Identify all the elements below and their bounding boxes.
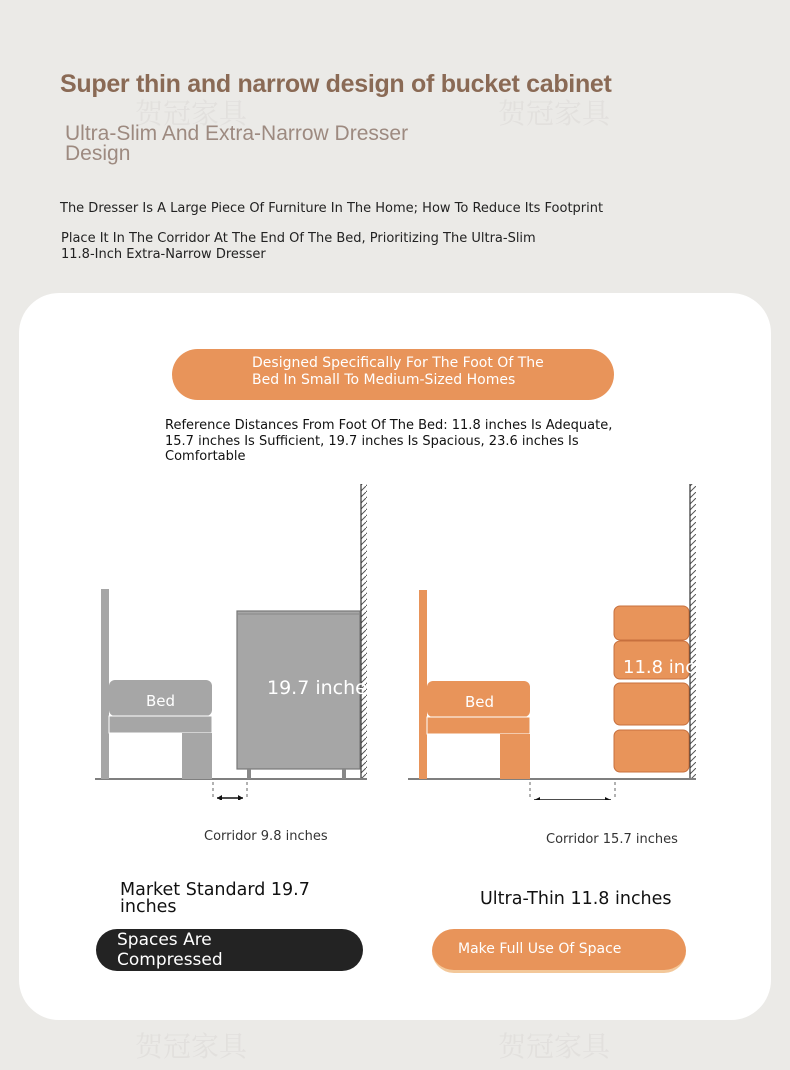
page-title: Super thin and narrow design of bucket cabinet [60, 70, 612, 98]
bed-frame [427, 717, 530, 734]
watermark: 贺冠家具 [135, 97, 248, 130]
compressed-badge-label: Spaces Are Compressed [117, 930, 223, 970]
drawer [614, 683, 689, 725]
feature-pill-line2: Bed In Small To Medium-Sized Homes [252, 372, 516, 388]
dresser-size-label: 19.7 inches [267, 677, 377, 699]
left-diagram [95, 484, 377, 800]
bed-label: Bed [465, 693, 495, 711]
right-diagram [408, 484, 727, 800]
feature-pill-line1: Designed Specifically For The Foot Of The [252, 355, 544, 371]
drawer [614, 606, 689, 640]
corridor-label-right: Corridor 15.7 inches [546, 832, 678, 847]
bed-headboard [419, 590, 427, 779]
watermark: 贺冠家具 [135, 1030, 248, 1063]
reference-distances: Reference Distances From Foot Of The Bed: 11.8 inches Is Adequate, 15.7 inches Is Sufficient, 19.7 inches Is Spacious, 23.6 inches Is Comfortable [165, 418, 613, 464]
bed-label: Bed [146, 692, 176, 710]
dresser-size-label: 11.8 inches [623, 657, 727, 678]
comparison-diagram [0, 470, 790, 800]
bed-headboard [101, 589, 109, 779]
intro-text-1: The Dresser Is A Large Piece Of Furniture In The Home; How To Reduce Its Footprint [60, 201, 604, 216]
market-standard-caption: Market Standard 19.7 inches [120, 880, 310, 917]
bed-leg [182, 733, 212, 779]
watermark: 贺冠家具 [498, 1030, 611, 1063]
dresser-foot [342, 769, 346, 779]
bed-leg [500, 734, 530, 779]
wall-left [361, 484, 367, 778]
drawer [614, 730, 689, 772]
corridor-label-left: Corridor 9.8 inches [204, 829, 328, 844]
page-subtitle: Ultra-Slim And Extra-Narrow Dresser Design [65, 122, 409, 165]
bed-frame [109, 716, 212, 733]
intro-text-2: Place It In The Corridor At The End Of The Bed, Prioritizing The Ultra-Slim 11.8-Inch Extra-Narrow Dresser [61, 231, 536, 262]
compressed-badge [96, 929, 363, 971]
full-use-badge [432, 929, 686, 973]
dresser-foot [247, 769, 251, 779]
wall-right [690, 484, 696, 778]
watermark: 贺冠家具 [498, 97, 611, 130]
full-use-badge-label: Make Full Use Of Space [458, 941, 622, 957]
feature-pill [172, 349, 614, 400]
ultra-thin-caption: Ultra-Thin 11.8 inches [480, 889, 672, 909]
